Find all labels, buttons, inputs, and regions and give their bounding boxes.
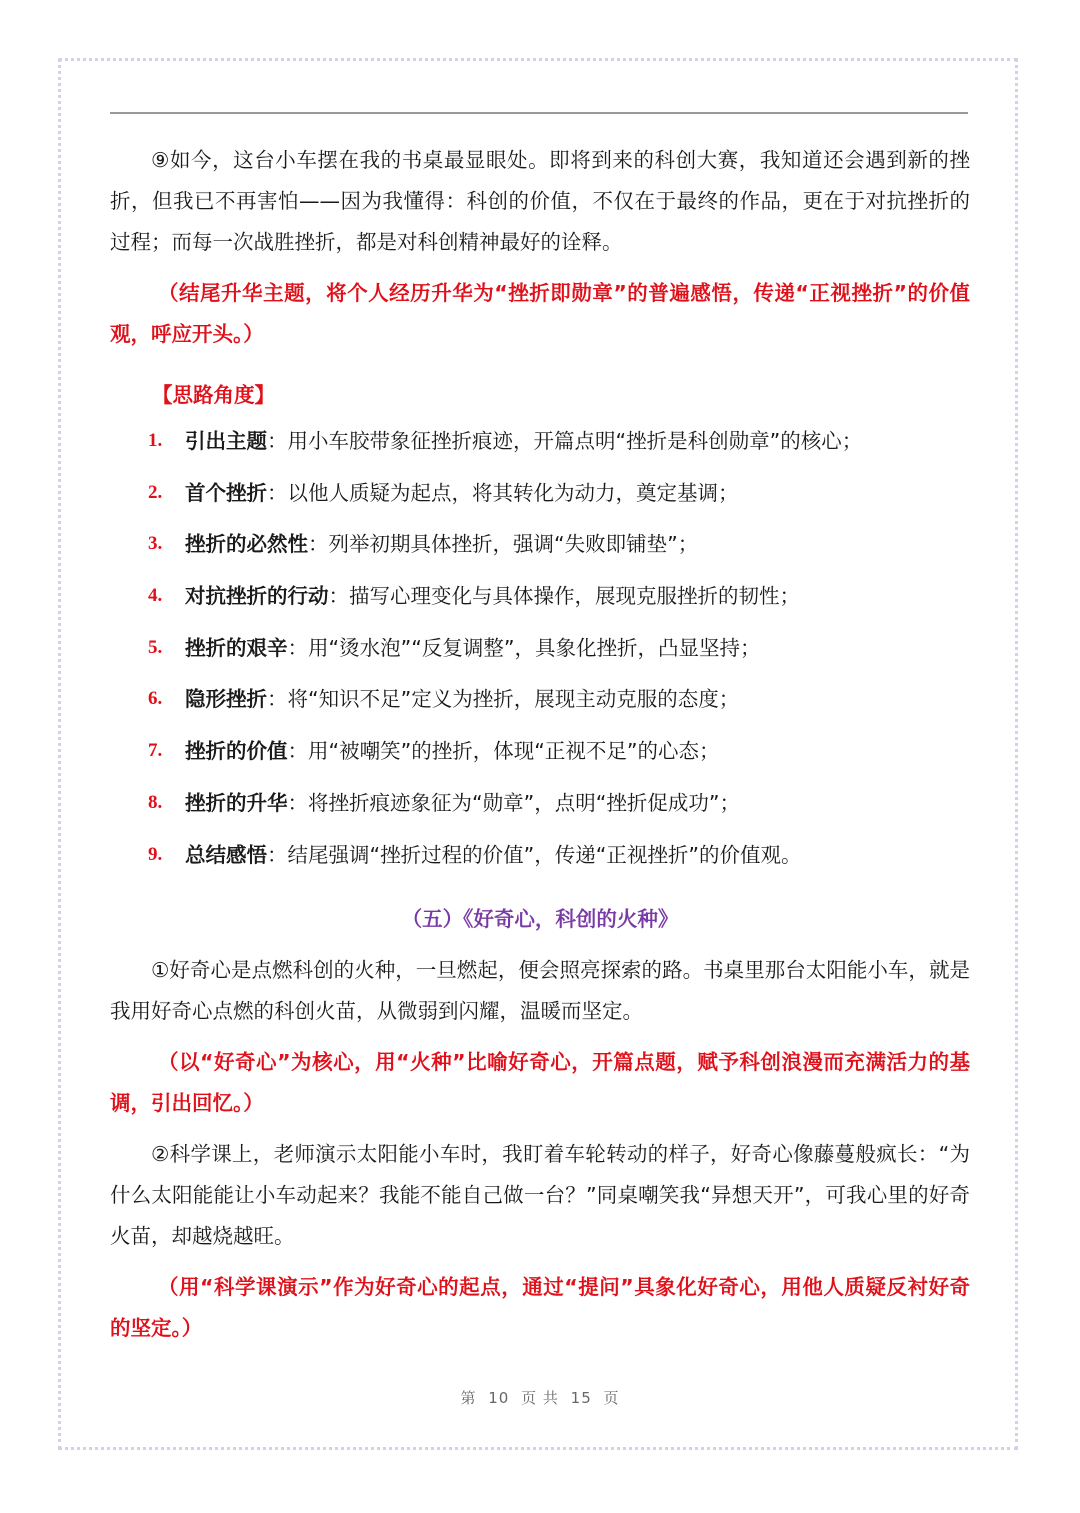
list-item — [110, 788, 970, 840]
list-desc: ：用“被嘲笑”的挫折，体现“正视不足”的心态； — [287, 739, 720, 764]
list-term: 隐形挫折 — [185, 687, 267, 712]
list-term: 挫折的艰辛 — [185, 635, 288, 660]
list-item — [110, 529, 970, 581]
list-item — [110, 736, 970, 788]
list-term: 引出主题 — [185, 429, 267, 453]
list-desc: ：结尾强调“挫折过程的价值”，传递“正视挫折”的价值观。 — [267, 842, 802, 867]
list-number: 5. — [148, 636, 163, 658]
list-desc: ：用“烫水泡”“反复调整”，具象化挫折，凸显坚持； — [287, 635, 761, 660]
list-number: 3. — [148, 533, 163, 555]
footer-suffix: 页 — [603, 1389, 620, 1407]
footer-prefix: 第 — [460, 1389, 477, 1407]
list-item — [110, 426, 970, 478]
list-desc: ：将挫折痕迹象征为“勋章”，点明“挫折促成功”； — [287, 790, 740, 815]
list-item — [110, 633, 970, 685]
list-item — [110, 840, 970, 892]
list-term: 总结感悟 — [185, 842, 267, 867]
list-number: 6. — [148, 688, 163, 710]
list-number: 8. — [148, 791, 163, 813]
list-item — [110, 478, 970, 530]
chapter-title: （五）《好奇心，科创的火种》 — [401, 907, 679, 932]
idea-list — [110, 426, 970, 891]
list-term: 首个挫折 — [185, 480, 267, 505]
annotation-9: （结尾升华主题，将个人经历升华为“挫折即勋章”的普遍感悟，传递“正视挫折”的价值观，呼应开头。） — [110, 281, 970, 346]
list-term: 挫折的升华 — [185, 790, 288, 815]
list-number: 1. — [148, 430, 163, 451]
footer-middle: 页 共 — [521, 1389, 559, 1407]
list-desc: ：以他人质疑为起点，将其转化为动力，奠定基调； — [267, 480, 739, 505]
header-rule — [110, 112, 968, 114]
list-desc: ：将“知识不足”定义为挫折，展现主动克服的态度； — [267, 687, 740, 712]
list-item — [110, 581, 970, 633]
list-term: 对抗挫折的行动 — [185, 584, 329, 609]
paragraph-1: ①好奇心是点燃科创的火种，一旦燃起，便会照亮探索的路。书桌里那台太阳能小车，就是我用好奇心点燃的科创火苗，从微弱到闪耀，温暖而坚定。 — [110, 958, 970, 1024]
document-body — [110, 140, 970, 1349]
list-desc: ：描写心理变化与具体操作，展现克服挫折的韧性； — [328, 584, 800, 609]
list-term: 挫折的必然性 — [185, 532, 308, 557]
list-number: 9. — [148, 843, 163, 865]
list-term: 挫折的价值 — [185, 739, 288, 764]
list-number: 7. — [148, 740, 163, 762]
section-heading: 【思路角度】 — [152, 383, 275, 407]
list-number: 4. — [148, 585, 163, 607]
paragraph-2: ②科学课上，老师演示太阳能小车时，我盯着车轮转动的样子，好奇心像藤蔓般疯长：“为什么太阳能能让小车动起来？我能不能自己做一台？”同桌嘲笑我“异想天开”，可我心里的好奇火苗，却越烧越旺。 — [110, 1142, 970, 1249]
list-desc: ：用小车胶带象征挫折痕迹，开篇点明“挫折是科创勋章”的核心； — [267, 429, 863, 453]
list-number: 2. — [148, 481, 163, 503]
list-item — [110, 684, 970, 736]
annotation-2: （用“科学课演示”作为好奇心的起点，通过“提问”具象化好奇心，用他人质疑反衬好奇的坚定。） — [110, 1275, 970, 1341]
annotation-1: （以“好奇心”为核心，用“火种”比喻好奇心，开篇点题，赋予科创浪漫而充满活力的基调，引出回忆。） — [110, 1050, 970, 1116]
total-page-number: 15 — [570, 1389, 592, 1407]
paragraph-9: ⑨如今，这台小车摆在我的书桌最显眼处。即将到来的科创大赛，我知道还会遇到新的挫折，但我已不再害怕——因为我懂得：科创的价值，不仅在于最终的作品，更在于对抗挫折的过程；而每一次战胜挫折，都是对科创精神最好的诠释。 — [110, 148, 970, 254]
page-number-footer — [0, 1387, 1080, 1408]
current-page-number: 10 — [488, 1389, 510, 1407]
list-desc: ：列举初期具体挫折，强调“失败即铺垫”； — [308, 532, 699, 557]
